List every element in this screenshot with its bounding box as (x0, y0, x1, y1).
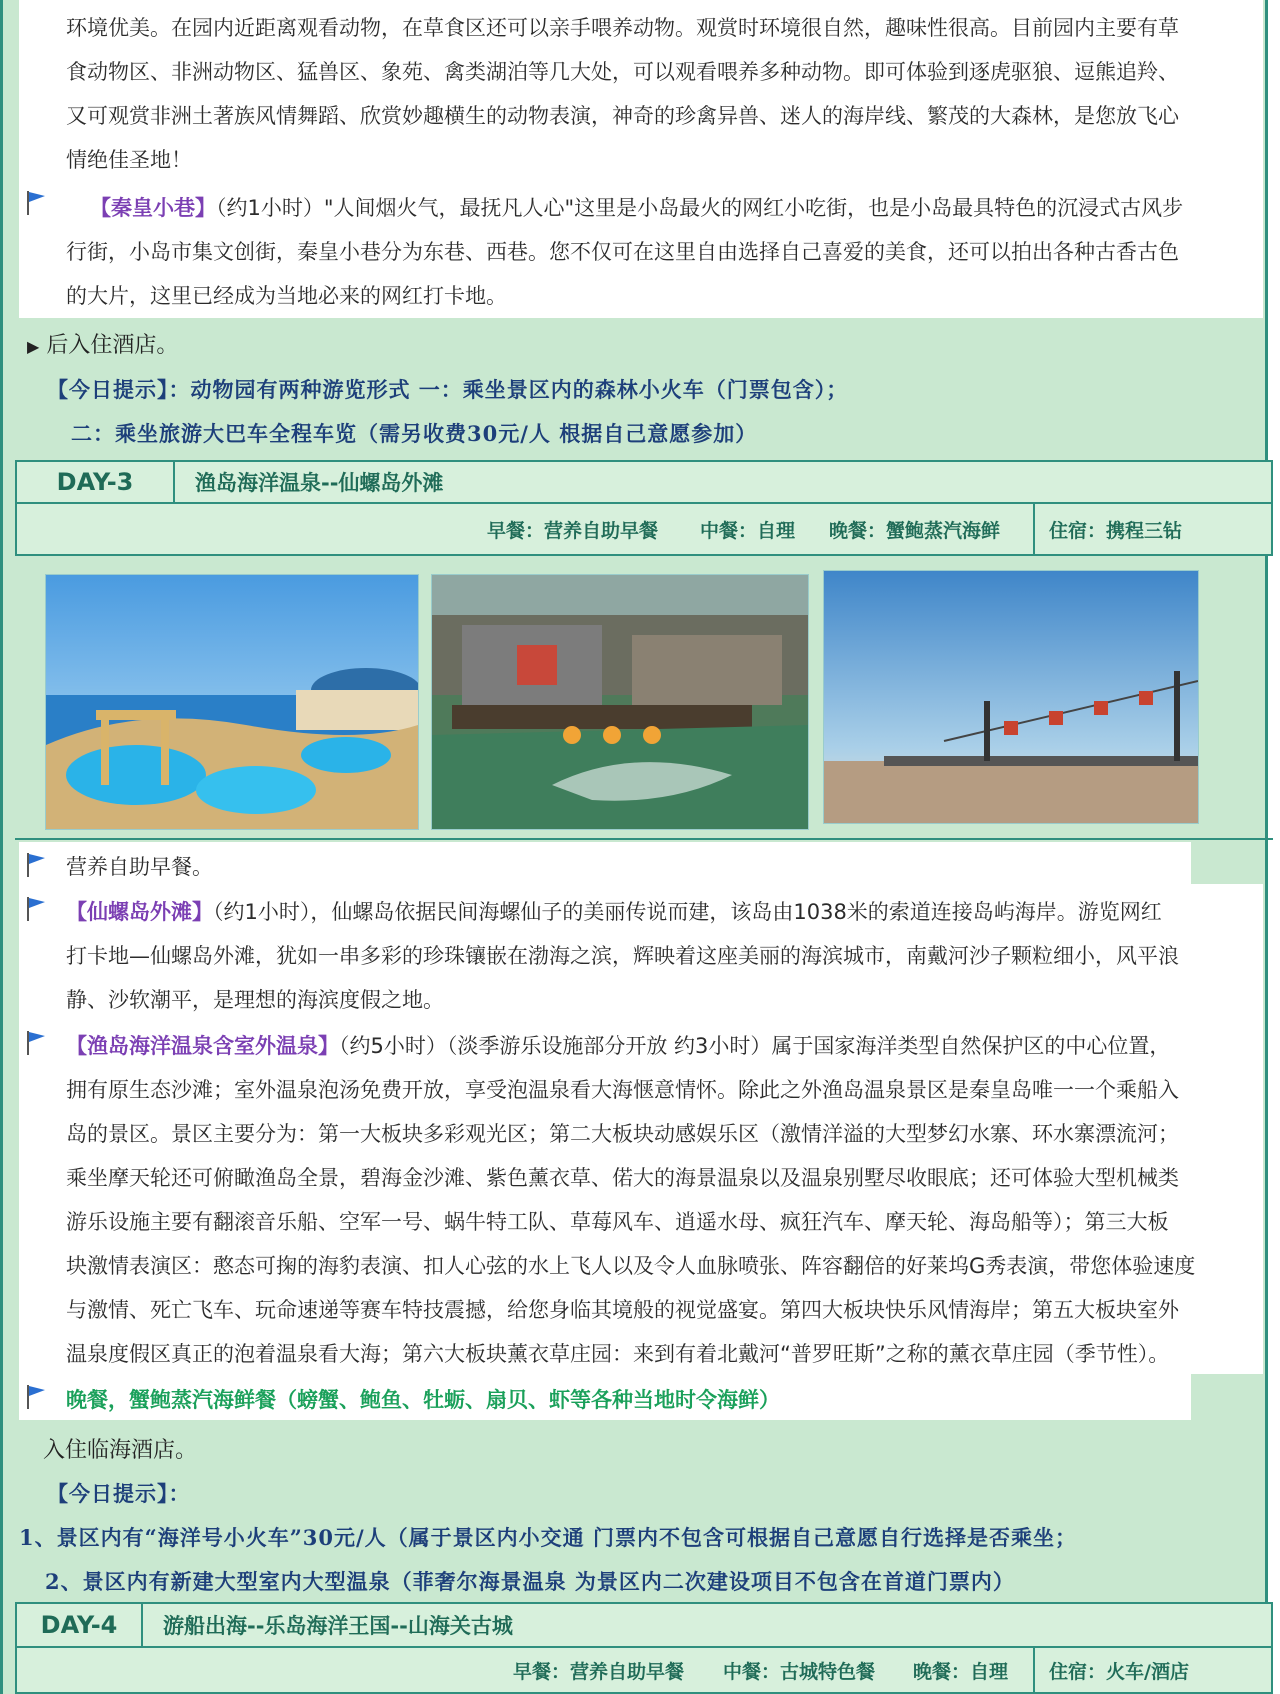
qinhuang-line: 行街，小岛市集文创街，秦皇小巷分为东巷、西巷。您不仅可在这里自由选择自己喜爱的美食，还可以拍出各种古香古色 (66, 240, 1179, 264)
zoo-line: 环境优美。在园内近距离观看动物，在草食区还可以亲手喂养动物。观赏时环境很自然，趣味性很高。目前园内主要有草 (66, 16, 1179, 40)
qinhuang-text: （约1小时）"人间烟火气，最抚凡人心"这里是小岛最火的网红小吃街，也是小岛最具特色的沉浸式古风步 (216, 196, 1184, 220)
zoo-description (66, 6, 1266, 182)
zoo-line: 情绝佳圣地！ (66, 148, 192, 172)
day4-lunch: 中餐：古城特色餐 (723, 1660, 876, 1683)
qinhuang-section (66, 186, 1266, 318)
yudao-section: 【渔岛海洋温泉含室外温泉】（约5小时）（淡季游乐设施部分开放 约3小时）属于国家海洋类型自然保护区的中心位置， 拥有原生态沙滩；室外温泉泡汤免费开放，享受泡温泉看大海惬意情怀。除此之外渔岛温泉景区是秦皇岛唯一一个乘船入 岛的景区。景区主要分为：第一大板块多彩观光区；第二大板块动感娱乐区（激情洋溢的大型梦幻水寨、环水寨漂流河； 乘坐摩天轮还可俯瞰渔岛全景，碧海金沙滩、紫色薰衣草、偌大的海景温泉以及温泉别墅尽收眼底；还可体验大型机械类 游乐设施主要有翻滚音乐船、空军一号、蜗牛特工队、草莓风车、逍遥水母、疯狂汽车、摩天轮、海岛船等）；第三大板 块激情表演区：憨态可掬的海豹表演、扣人心弦的水上飞人以及令人血脉喷张、阵容翻倍的好莱坞G秀表演，带您体验速度 与激情、死亡飞车、玩命速递等赛车特技震撼，给您身临其境般的视觉盛宴。第四大板块快乐风情海岸；第五大板块室外 温泉度假区真正的泡着温泉看大海；第六大板块薰衣草庄园：来到有着北戴河“普罗旺斯”之称的薰衣草庄园（季节性）。 (66, 1034, 1196, 1366)
xianluo-title: 【仙螺岛外滩】 (66, 900, 213, 924)
day2-tip-line1: 【今日提示】：动物园有两种游览形式 一：乘坐景区内的森林小火车（门票包含）； (47, 377, 849, 402)
day3-header (15, 460, 1273, 504)
day4-breakfast: 早餐：营养自助早餐 (513, 1660, 685, 1683)
xianluo-section: 【仙螺岛外滩】（约1小时），仙螺岛依据民间海螺仙子的美丽传说而建，该岛由1038米的索道连接岛屿海岸。游览网红 打卡地—仙螺岛外滩，犹如一串多彩的珍珠镶嵌在渤海之滨，辉映着这座美丽的海滨城市，南戴河沙子颗粒细小，风平浪 静、沙软潮平，是理想的海滨度假之地。 (66, 900, 1179, 1012)
day3-lunch: 中餐：自理 (700, 519, 796, 542)
day3-label: DAY-3 (17, 462, 175, 502)
day4-title: 游船出海--乐岛海洋王国--山海关古城 (163, 1614, 513, 1638)
flag-icon (25, 1030, 47, 1056)
zoo-line: 食动物区、非洲动物区、猛兽区、象苑、禽类湖泊等几大处，可以观看喂养多种动物。即可体验到逐虎驱狼、逗熊追羚、 (66, 60, 1179, 84)
flag-icon (25, 190, 47, 216)
day3-lodging: 住宿：携程三钻 (1049, 519, 1183, 542)
day3-hotel: 入住临海酒店。 (43, 1438, 198, 1463)
qinhuang-title: 【秦皇小巷】 (90, 196, 216, 220)
flag-icon (25, 896, 47, 922)
triangle-right-icon: ▶ (27, 337, 40, 356)
day3-dinner-item: 晚餐，蟹鲍蒸汽海鲜餐（螃蟹、鲍鱼、牡蛎、扇贝、虾等各种当地时令海鲜） (66, 1388, 780, 1412)
day2-hotel: ▶ 后入住酒店。 (27, 333, 179, 358)
day4-lodging: 住宿：火车/酒店 (1049, 1660, 1189, 1683)
cableway-photo (823, 570, 1199, 824)
day3-tip-title: 【今日提示】： (47, 1481, 191, 1506)
day3-meals (15, 504, 1273, 556)
day3-breakfast: 早餐：营养自助早餐 (487, 519, 659, 542)
day4-header (15, 1602, 1273, 1648)
day4-dinner: 晚餐：自理 (913, 1660, 1009, 1683)
day3-tip-line1: 1、景区内有“海洋号小火车”30元/人（属于景区内小交通 门票内不包含可根据自己意愿自行选择是否乘坐； (19, 1525, 1077, 1550)
day3-dinner: 晚餐：蟹鲍蒸汽海鲜 (829, 519, 1001, 542)
day2-tip-line2: 二：乘坐旅游大巴车全程车览（需另收费30元/人 根据自己意愿参加） (71, 421, 758, 446)
yudao-title: 【渔岛海洋温泉含室外温泉】 (66, 1034, 339, 1058)
flag-icon (25, 852, 47, 878)
day3-tip-line2: 2、景区内有新建大型室内大型温泉（菲奢尔海景温泉 为景区内二次建设项目不包含在首道门票内） (45, 1569, 1015, 1594)
water-show-photo (431, 574, 809, 830)
day4-meals (15, 1648, 1273, 1694)
qinhuang-line: 的大片，这里已经成为当地必来的网红打卡地。 (66, 284, 507, 308)
hot-spring-photo (45, 574, 419, 830)
flag-icon (25, 1384, 47, 1410)
day3-breakfast-item: 营养自助早餐。 (66, 855, 213, 879)
day3-title: 渔岛海洋温泉--仙螺岛外滩 (195, 471, 444, 495)
day4-label: DAY-4 (17, 1604, 143, 1646)
zoo-line: 又可观赏非洲土著族风情舞蹈、欣赏妙趣横生的动物表演，神奇的珍禽异兽、迷人的海岸线、繁茂的大森林，是您放飞心 (66, 104, 1179, 128)
